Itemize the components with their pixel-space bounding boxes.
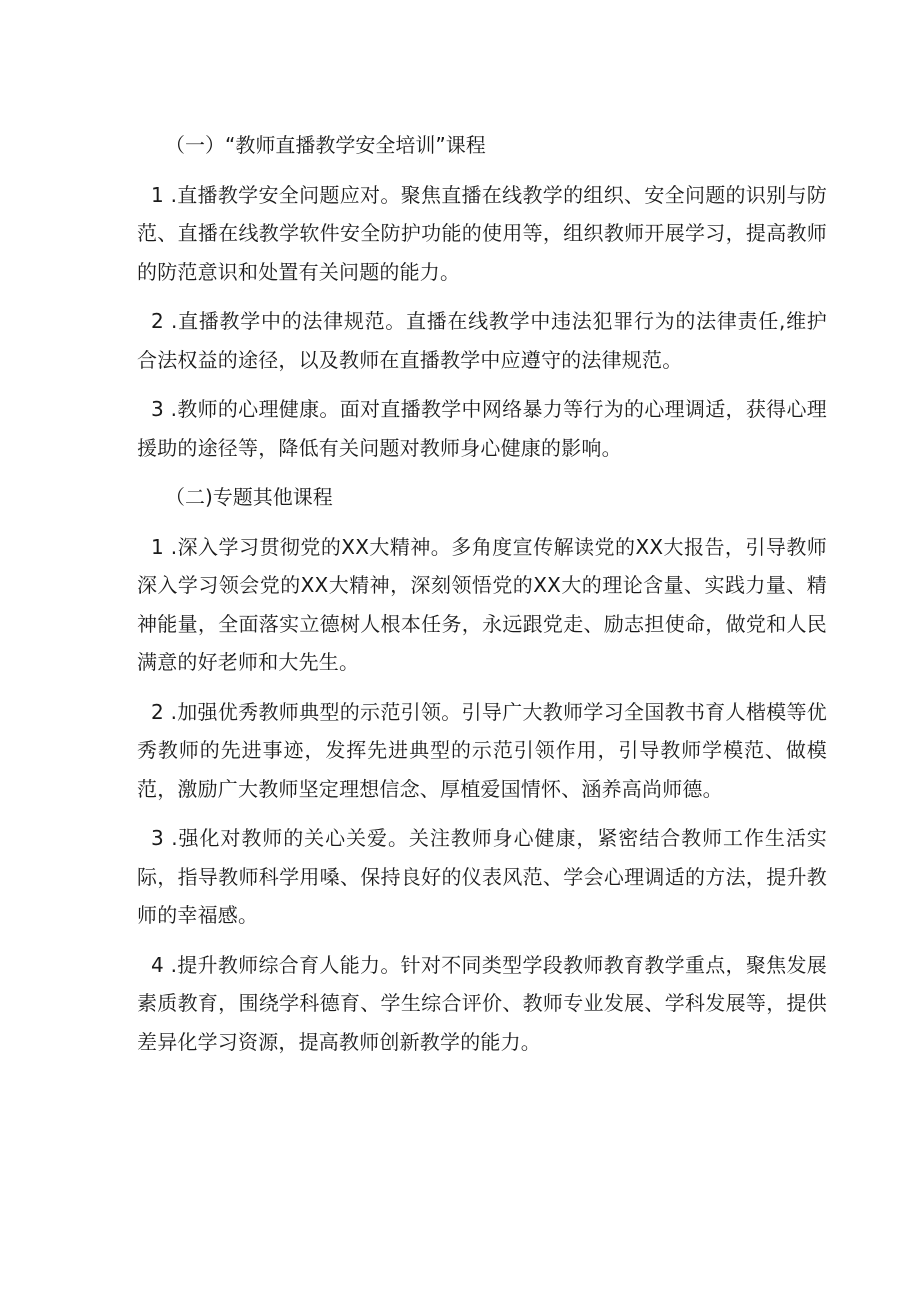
paragraph-2-4: 4 .提升教师综合育人能力。针对不同类型学段教师教育教学重点，聚焦发展素质教育，围绕学科德育、学生综合评价、教师专业发展、学科发展等，提供差异化学习资源，提高教师创新教学的能力。	[137, 952, 827, 1054]
section-heading-2: （二)专题其他课程	[165, 485, 333, 509]
paragraph-2-1: 1 .深入学习贯彻党的XX大精神。多角度宣传解读党的XX大报告，引导教师深入学习领会党的XX大精神，深刻领悟党的XX大的理论含量、实践力量、精神能量，全面落实立德树人根本任务，永远跟党走、励志担使命，做党和人民满意的好老师和大先生。	[137, 534, 827, 674]
paragraph-2-3: 3 .强化对教师的关心关爱。关注教师身心健康，紧密结合教师工作生活实际，指导教师科学用嗓、保持良好的仪表风范、学会心理调适的方法，提升教师的幸福感。	[137, 826, 827, 927]
paragraph-1-3: 3 .教师的心理健康。面对直播教学中网络暴力等行为的心理调适，获得心理援助的途径等，降低有关问题对教师身心健康的影响。	[137, 397, 827, 460]
section-heading-1: （一）“教师直播教学安全培训”课程	[165, 133, 486, 157]
document-body	[137, 126, 827, 1072]
paragraph-2-2: 2 .加强优秀教师典型的示范引领。引导广大教师学习全国教书育人楷模等优秀教师的先进事迹，发挥先进典型的示范引领作用，引导教师学模范、做模范，激励广大教师坚定理想信念、厚植爱国情怀、涵养高尚师德。	[137, 699, 827, 801]
paragraph-1-2: 2 .直播教学中的法律规范。直播在线教学中违法犯罪行为的法律责任,维护合法权益的途径，以及教师在直播教学中应遵守的法律规范。	[137, 309, 827, 372]
paragraph-1-1: 1 .直播教学安全问题应对。聚焦直播在线教学的组织、安全问题的识别与防范、直播在线教学软件安全防护功能的使用等，组织教师开展学习，提高教师的防范意识和处置有关问题的能力。	[137, 182, 827, 284]
